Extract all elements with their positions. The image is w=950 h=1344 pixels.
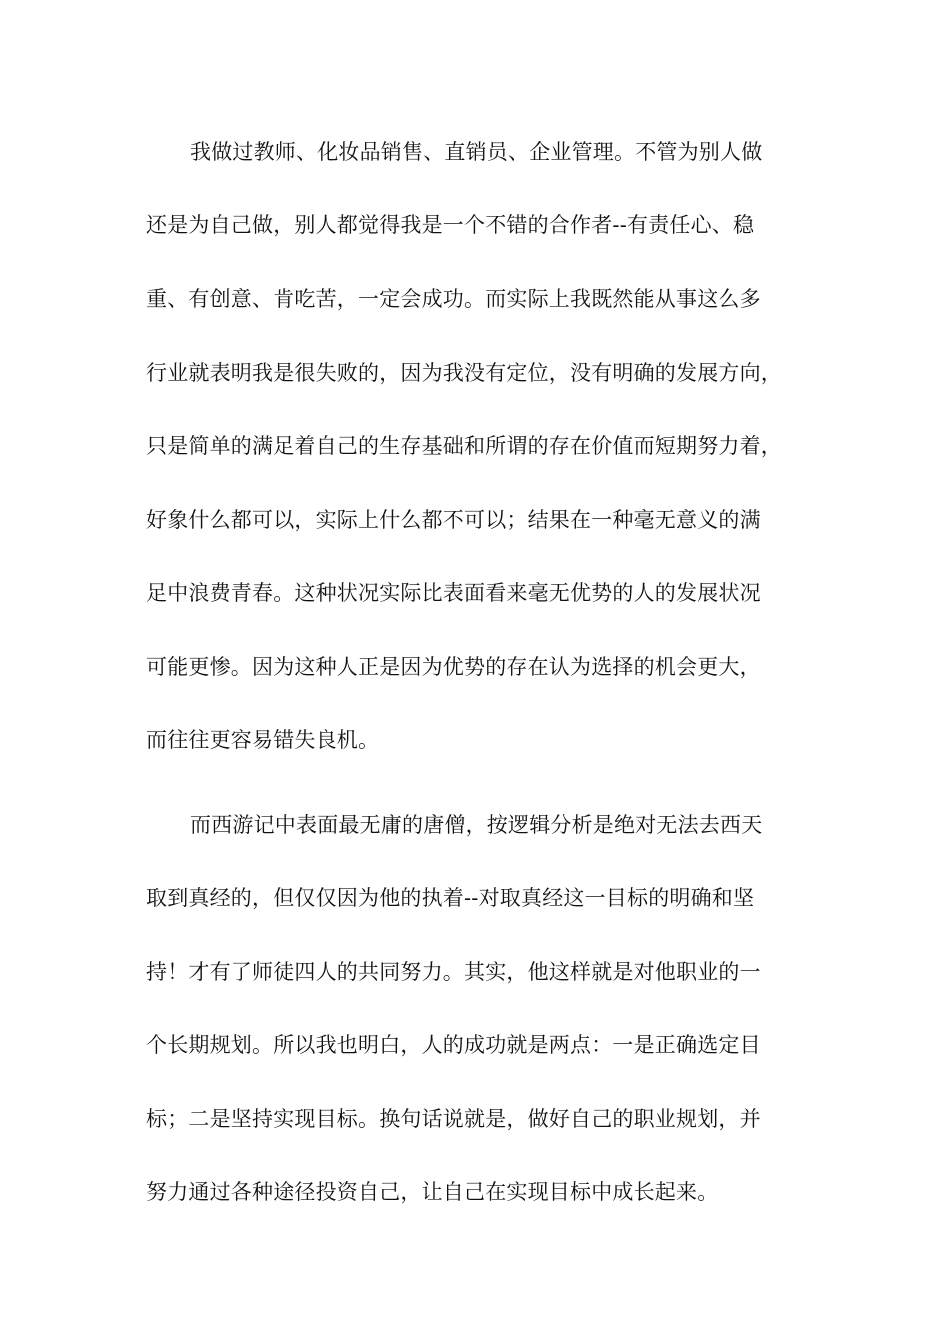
paragraph-line: 只是简单的满足着自己的生存基础和所谓的存在价值而短期努力着， bbox=[146, 434, 782, 458]
paragraph-line: 行业就表明我是很失败的，因为我没有定位，没有明确的发展方向， bbox=[146, 361, 782, 385]
paragraph-line: 努力通过各种途径投资自己，让自己在实现目标中成长起来。 bbox=[146, 1180, 719, 1204]
paragraph-line: 而往往更容易错失良机。 bbox=[146, 728, 380, 752]
paragraph-line: 个长期规划。所以我也明白，人的成功就是两点：一是正确选定目 bbox=[146, 1033, 761, 1057]
paragraph-line: 取到真经的，但仅仅因为他的执着--对取真经这一目标的明确和坚 bbox=[146, 886, 755, 910]
paragraph-line: 而西游记中表面最无庸的唐僧，按逻辑分析是绝对无法去西天 bbox=[190, 813, 763, 837]
paragraph-line: 我做过教师、化妆品销售、直销员、企业管理。不管为别人做 bbox=[190, 140, 763, 164]
paragraph-line: 标；二是坚持实现目标。换句话说就是，做好自己的职业规划，并 bbox=[146, 1107, 761, 1131]
paragraph-line: 重、有创意、肯吃苦，一定会成功。而实际上我既然能从事这么多 bbox=[146, 287, 761, 311]
paragraph-line: 可能更惨。因为这种人正是因为优势的存在认为选择的机会更大， bbox=[146, 655, 761, 679]
paragraph-line: 持！才有了师徒四人的共同努力。其实，他这样就是对他职业的一 bbox=[146, 960, 761, 984]
paragraph-line: 还是为自己做，别人都觉得我是一个不错的合作者--有责任心、稳 bbox=[146, 213, 755, 237]
paragraph-line: 足中浪费青春。这种状况实际比表面看来毫无优势的人的发展状况 bbox=[146, 581, 761, 605]
paragraph-line: 好象什么都可以，实际上什么都不可以；结果在一种毫无意义的满 bbox=[146, 508, 761, 532]
